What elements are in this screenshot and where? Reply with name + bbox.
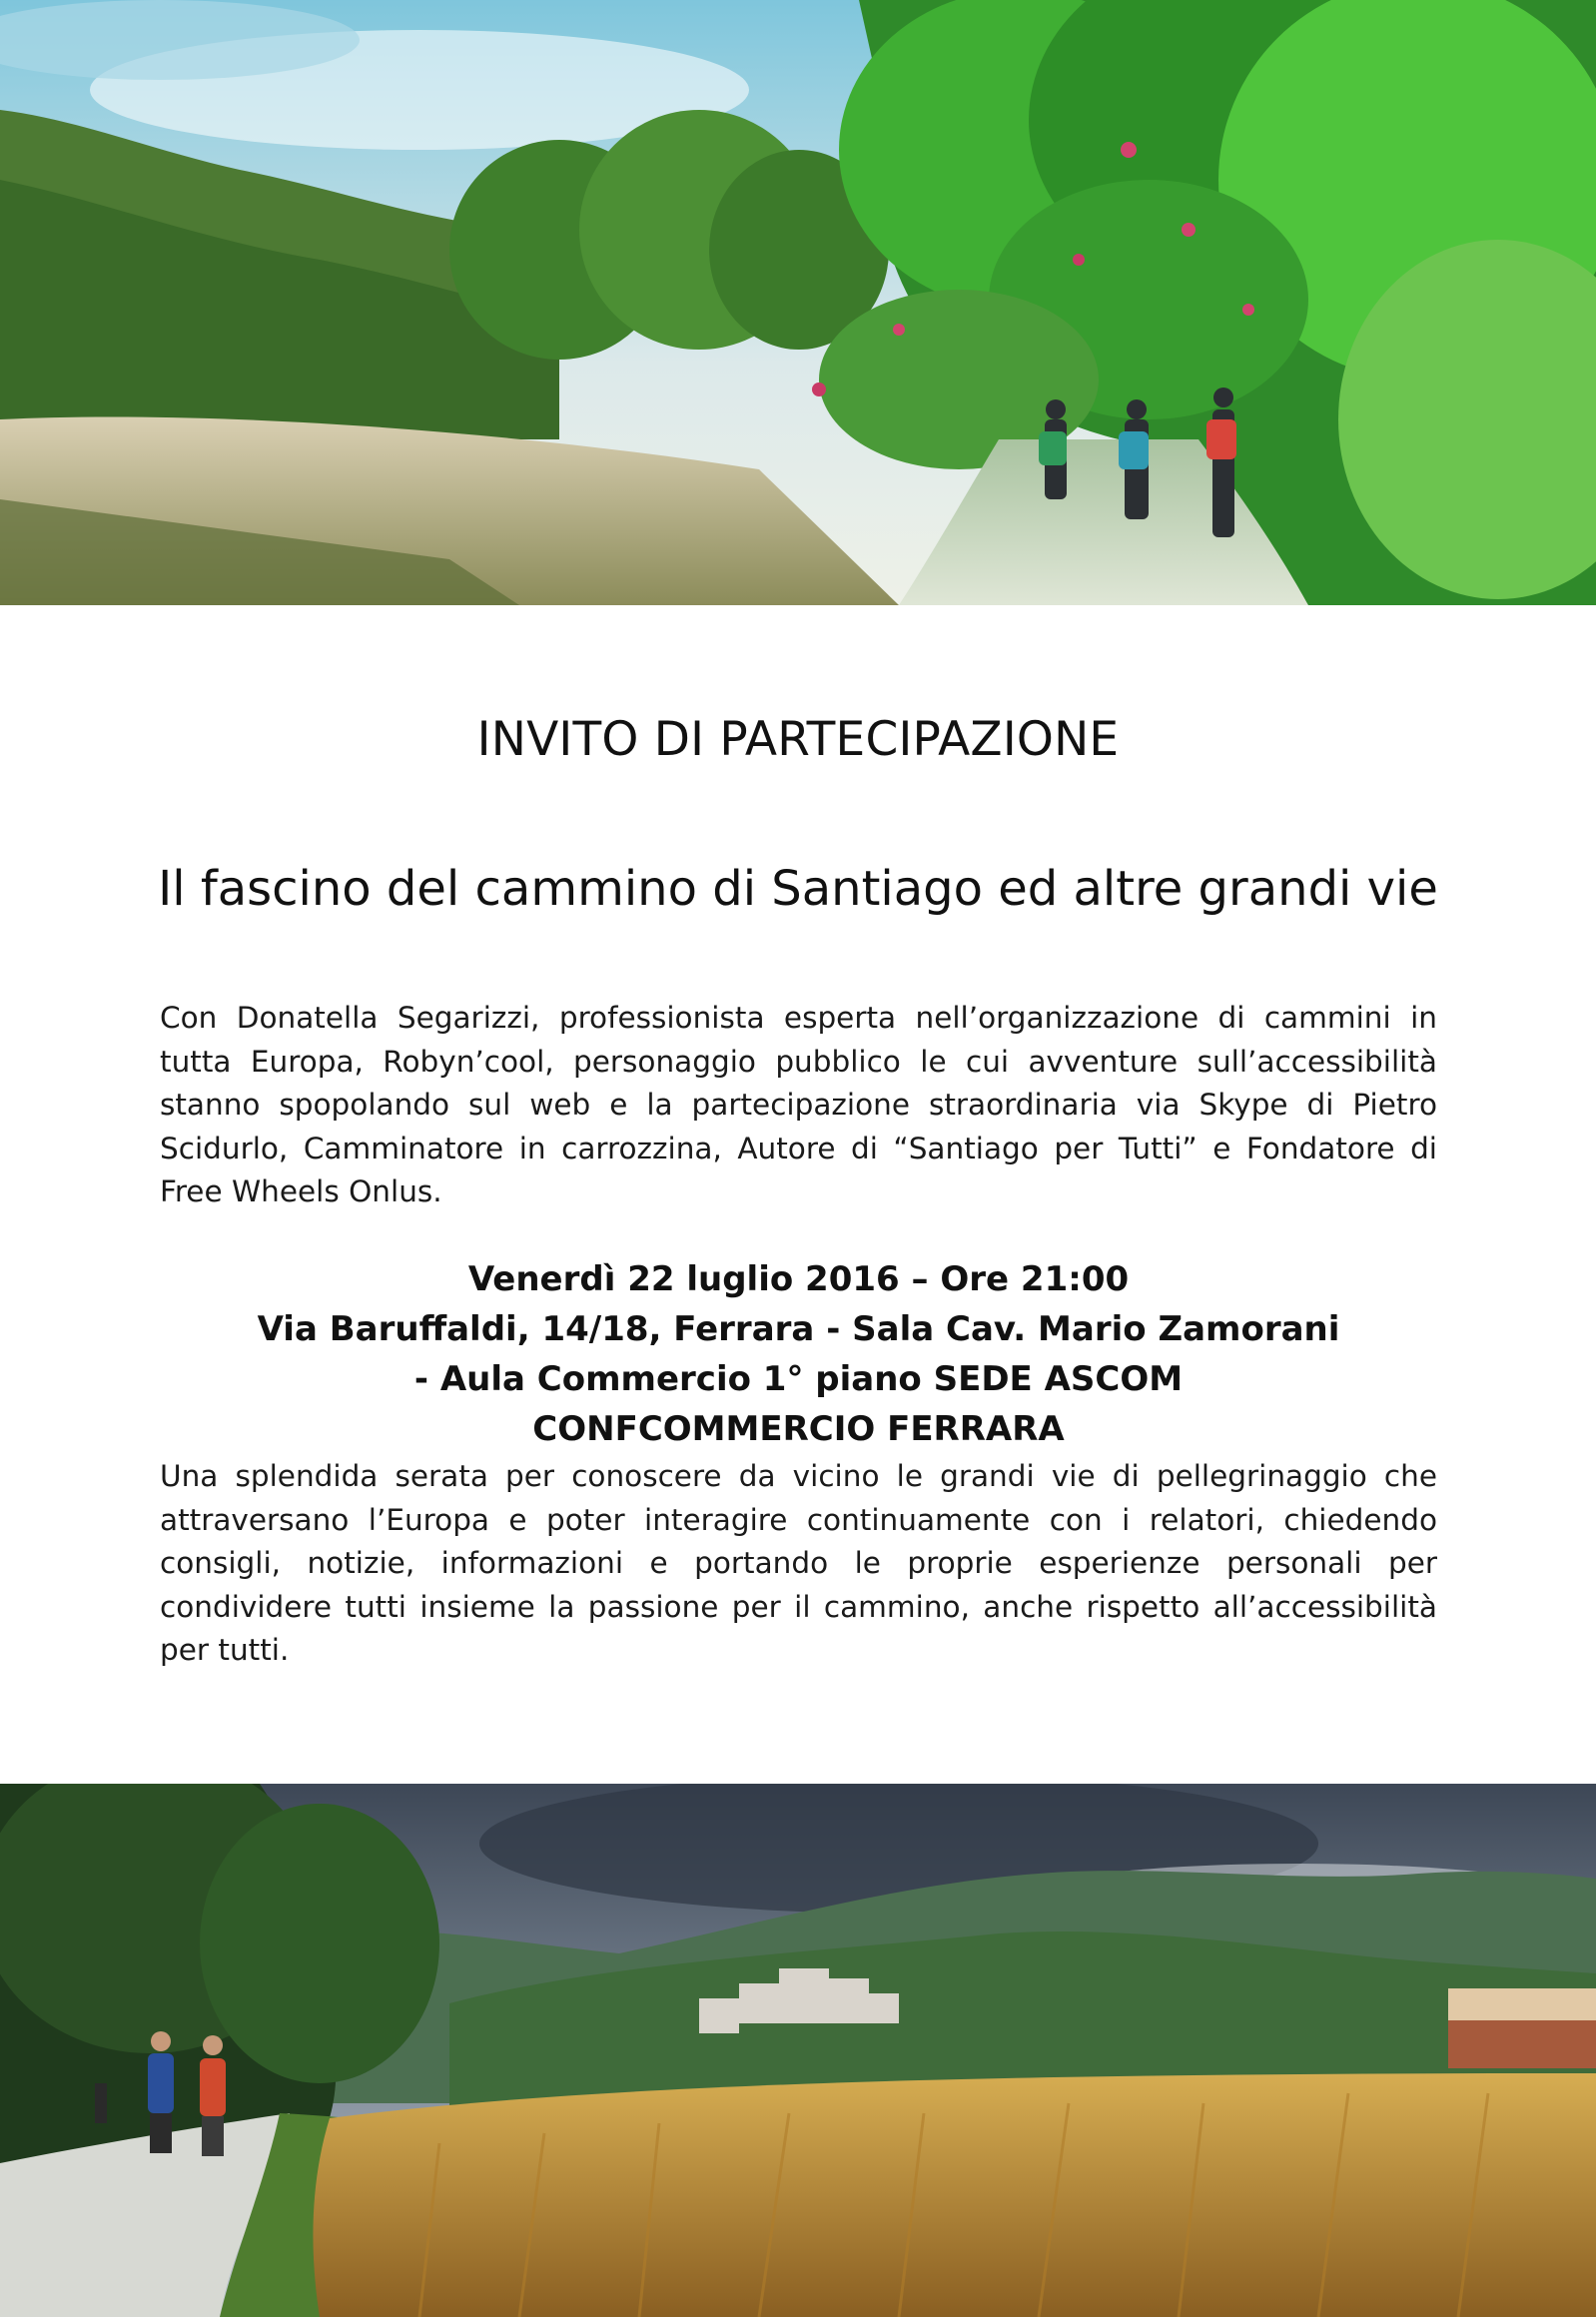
footer-photo-wheat-field: [0, 1784, 1596, 2317]
event-title: Il fascino del cammino di Santiago ed altre grandi vie: [158, 861, 1438, 917]
intro-paragraph: Con Donatella Segarizzi, professionista esperta nell’organizzazione di cammini in tutta Europa, Robyn’cool, personaggio pubblico le cui avventure sull’accessibilità stanno spopolando sul web e la partecipazione straordinaria via Skype di Pietro Scidurlo, Camminatore in carrozzina, Autore di “Santiago per Tutti” e Fondatore di Free Wheels Onlus.: [160, 1001, 1437, 1208]
event-address: Via Baruffaldi, 14/18, Ferrara - Sala Cav. Mario Zamorani - Aula Commercio 1° piano SEDE ASCOM CONFCOMMERCIO FERRARA: [257, 1309, 1340, 1449]
event-date-time: Venerdì 22 luglio 2016 – Ore 21:00: [467, 1259, 1130, 1299]
closing-paragraph: Una splendida serata per conoscere da vicino le grandi vie di pellegrinaggio che attraversano l’Europa e poter interagire continuamente con i relatori, chiedendo consigli, notizie, informazioni e portando le proprie esperienze personali per condividere tutti insieme la passione per il cammino, anche rispetto all’accessibilità per tutti.: [160, 1459, 1437, 1667]
page-heading: INVITO DI PARTECIPAZIONE: [476, 712, 1120, 767]
header-photo-forest-path: [0, 0, 1596, 605]
